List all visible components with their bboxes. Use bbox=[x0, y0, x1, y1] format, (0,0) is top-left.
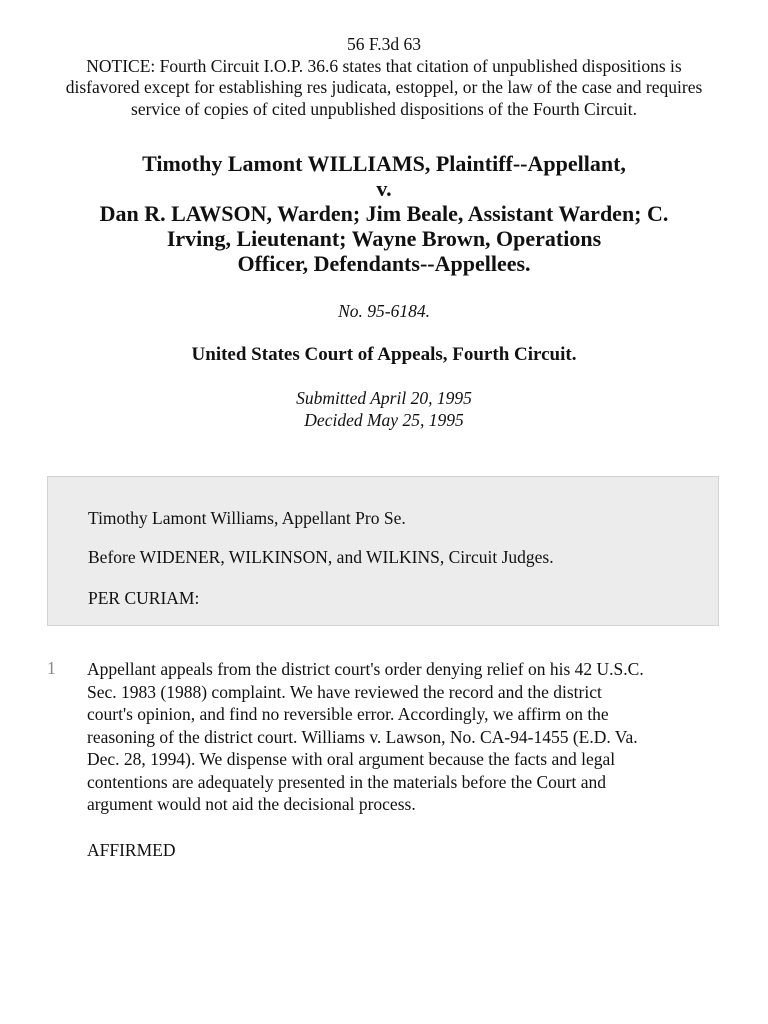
per-curiam-label: PER CURIAM: bbox=[88, 588, 200, 608]
caption-line-versus: v. bbox=[376, 176, 392, 201]
caption-line-appellees-2: Irving, Lieutenant; Wayne Brown, Operations bbox=[166, 226, 602, 251]
opinion-paragraph bbox=[87, 658, 727, 816]
counsel-box bbox=[47, 476, 719, 626]
opinion-line: Appellant appeals from the district court's order denying relief on his 42 U.S.C. bbox=[87, 659, 644, 679]
opinion-line: argument would not aid the decisional process. bbox=[87, 794, 416, 814]
caption-line-appellant: Timothy Lamont WILLIAMS, Plaintiff--Appellant, bbox=[142, 151, 626, 176]
opinion-line: reasoning of the district court. Williams v. Lawson, No. CA-94-1455 (E.D. Va. bbox=[87, 726, 638, 747]
opinion-line: Sec. 1983 (1988) complaint. We have reviewed the record and the district bbox=[87, 681, 602, 702]
panel-judges: Before WIDENER, WILKINSON, and WILKINS, Circuit Judges. bbox=[88, 547, 554, 567]
opinion-line: contentions are adequately presented in the materials before the Court and bbox=[87, 771, 606, 792]
caption-line-appellees-3: Officer, Defendants--Appellees. bbox=[237, 251, 531, 276]
case-dates bbox=[0, 388, 768, 431]
citation: 56 F.3d 63 bbox=[347, 34, 421, 54]
document-header bbox=[0, 0, 768, 120]
caption-line-appellees-1: Dan R. LAWSON, Warden; Jim Beale, Assistant Warden; C. bbox=[99, 201, 669, 226]
appellant-counsel: Timothy Lamont Williams, Appellant Pro Se. bbox=[88, 508, 406, 528]
unpublished-notice: NOTICE: Fourth Circuit I.O.P. 36.6 states that citation of unpublished dispositions is disfavored except for establishing res judicata, estoppel, or the law of the case and requires service of copies of cited unpublished dispositions of the Fourth Circuit. bbox=[65, 55, 703, 119]
opinion-line: court's opinion, and find no reversible error. Accordingly, we affirm on the bbox=[87, 704, 609, 724]
case-caption bbox=[0, 151, 768, 276]
paragraph-number: 1 bbox=[47, 658, 56, 678]
submitted-date: Submitted April 20, 1995 bbox=[296, 388, 472, 408]
docket-number: No. 95-6184. bbox=[338, 301, 430, 321]
decided-date: Decided May 25, 1995 bbox=[304, 409, 464, 430]
disposition: AFFIRMED bbox=[87, 840, 176, 860]
opinion-line: Dec. 28, 1994). We dispense with oral argument because the facts and legal bbox=[87, 749, 616, 769]
court-name: United States Court of Appeals, Fourth Circuit. bbox=[191, 344, 577, 365]
